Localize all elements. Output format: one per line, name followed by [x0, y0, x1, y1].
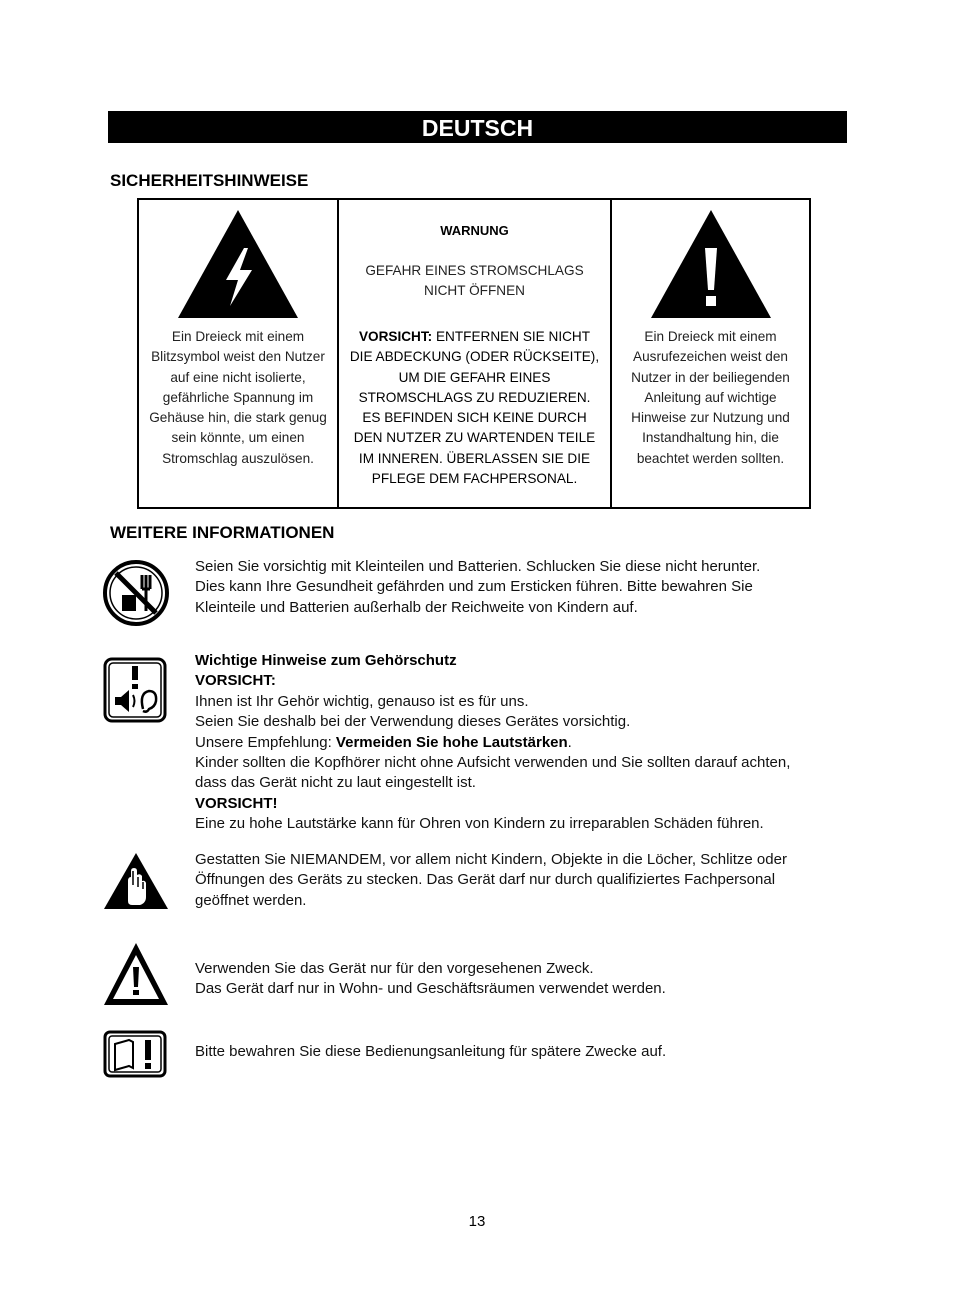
safety-symbols-table	[137, 198, 811, 509]
read-manual-icon	[103, 1030, 167, 1078]
lightning-description: Ein Dreieck mit einem Blitzsymbol weist den Nutzer auf eine nicht isolierte, gefährliche Spannung im Gehäuse hin, die stark genug sein könnte, um einen Stromschlag auszulösen.	[149, 329, 327, 466]
small-parts-text: Seien Sie vorsichtig mit Kleinteilen und Batterien. Schlucken Sie diese nicht herunter. Dies kann Ihre Gesundheit gefährden und zum Ersticken führen. Bitte bewahren Sie Kleinteile und Batterien außerhalb der Reichweite von Kindern auf.	[195, 558, 761, 616]
exclamation-warning-icon	[649, 208, 773, 320]
exclamation-symbol-cell	[612, 200, 809, 507]
hearing-caution-1: VORSICHT:	[195, 672, 276, 690]
hand-warning-icon	[102, 851, 170, 911]
shock-hazard-text: GEFAHR EINES STROMSCHLAGS NICHT ÖFFNEN	[365, 263, 584, 299]
objects-text: Gestatten Sie NIEMANDEM, vor allem nicht Kindern, Objekte in die Löcher, Schlitze oder Öffnungen des Geräts zu stecken. Das Gerät darf nur durch qualifiziertes Fachpersonal geöffnet werden.	[195, 851, 787, 909]
hearing-caution-2: VORSICHT!	[195, 794, 278, 812]
safety-heading: SICHERHEITSHINWEISE	[110, 171, 309, 190]
language-banner: DEUTSCH	[108, 111, 847, 143]
info-heading: WEITERE INFORMATIONEN	[110, 523, 335, 542]
no-small-parts-icon	[102, 559, 170, 627]
exclamation-description: Ein Dreieck mit einem Ausrufezeichen weist den Nutzer in der beiliegenden Anleitung auf wichtige Hinweise zur Nutzung und Instandhaltung hin, die beachtet werden sollten.	[631, 329, 790, 466]
lightning-warning-icon	[176, 208, 300, 320]
warning-title: WARNUNG	[440, 223, 509, 238]
lightning-symbol-cell	[139, 200, 339, 507]
caution-text: VORSICHT: ENTFERNEN SIE NICHT DIE ABDECKUNG (ODER RÜCKSEITE), UM DIE GEFAHR EINES STROMSCHLAGS ZU REDUZIEREN. ES BEFINDEN SICH KEINE DURCH DEN NUTZER ZU WARTENDEN TEILE IM INNEREN. ÜBERLASSEN SIE DIE PFLEGE DEM FACHPERSONAL.	[349, 329, 600, 487]
manual-text: Bitte bewahren Sie diese Bedienungsanleitung für spätere Zwecke auf.	[195, 1043, 667, 1060]
general-warning-icon	[102, 941, 170, 1007]
hearing-text: Wichtige Hinweise zum Gehörschutz VORSICHT: Ihnen ist Ihr Gehör wichtig, genauso ist es für uns. Seien Sie deshalb bei der Verwendung dieses Gerätes vorsichtig. Unsere Empfehlung: Vermeiden Sie hohe Lautstärken. Kinder sollten die Kopfhörer nicht ohne Aufsicht verwenden und Sie sollten darauf achten, dass das Gerät nicht zu laut eingestellt ist. VORSICHT! Eine zu hohe Lautstärke kann für Ohren von Kindern zu irreparablen Schäden führen.	[195, 651, 845, 835]
page-number: 13	[468, 1213, 486, 1230]
hearing-protection-icon	[103, 657, 167, 723]
hearing-title: Wichtige Hinweise zum Gehörschutz	[195, 652, 457, 669]
usage-text: Verwenden Sie das Gerät nur für den vorgesehenen Zweck. Das Gerät darf nur in Wohn- und Geschäftsräumen verwendet werden.	[195, 960, 666, 998]
caution-label: VORSICHT:	[358, 329, 433, 344]
warning-cell	[339, 200, 612, 507]
recommendation-bold: Vermeiden Sie hohe Lautstärken	[335, 733, 568, 751]
